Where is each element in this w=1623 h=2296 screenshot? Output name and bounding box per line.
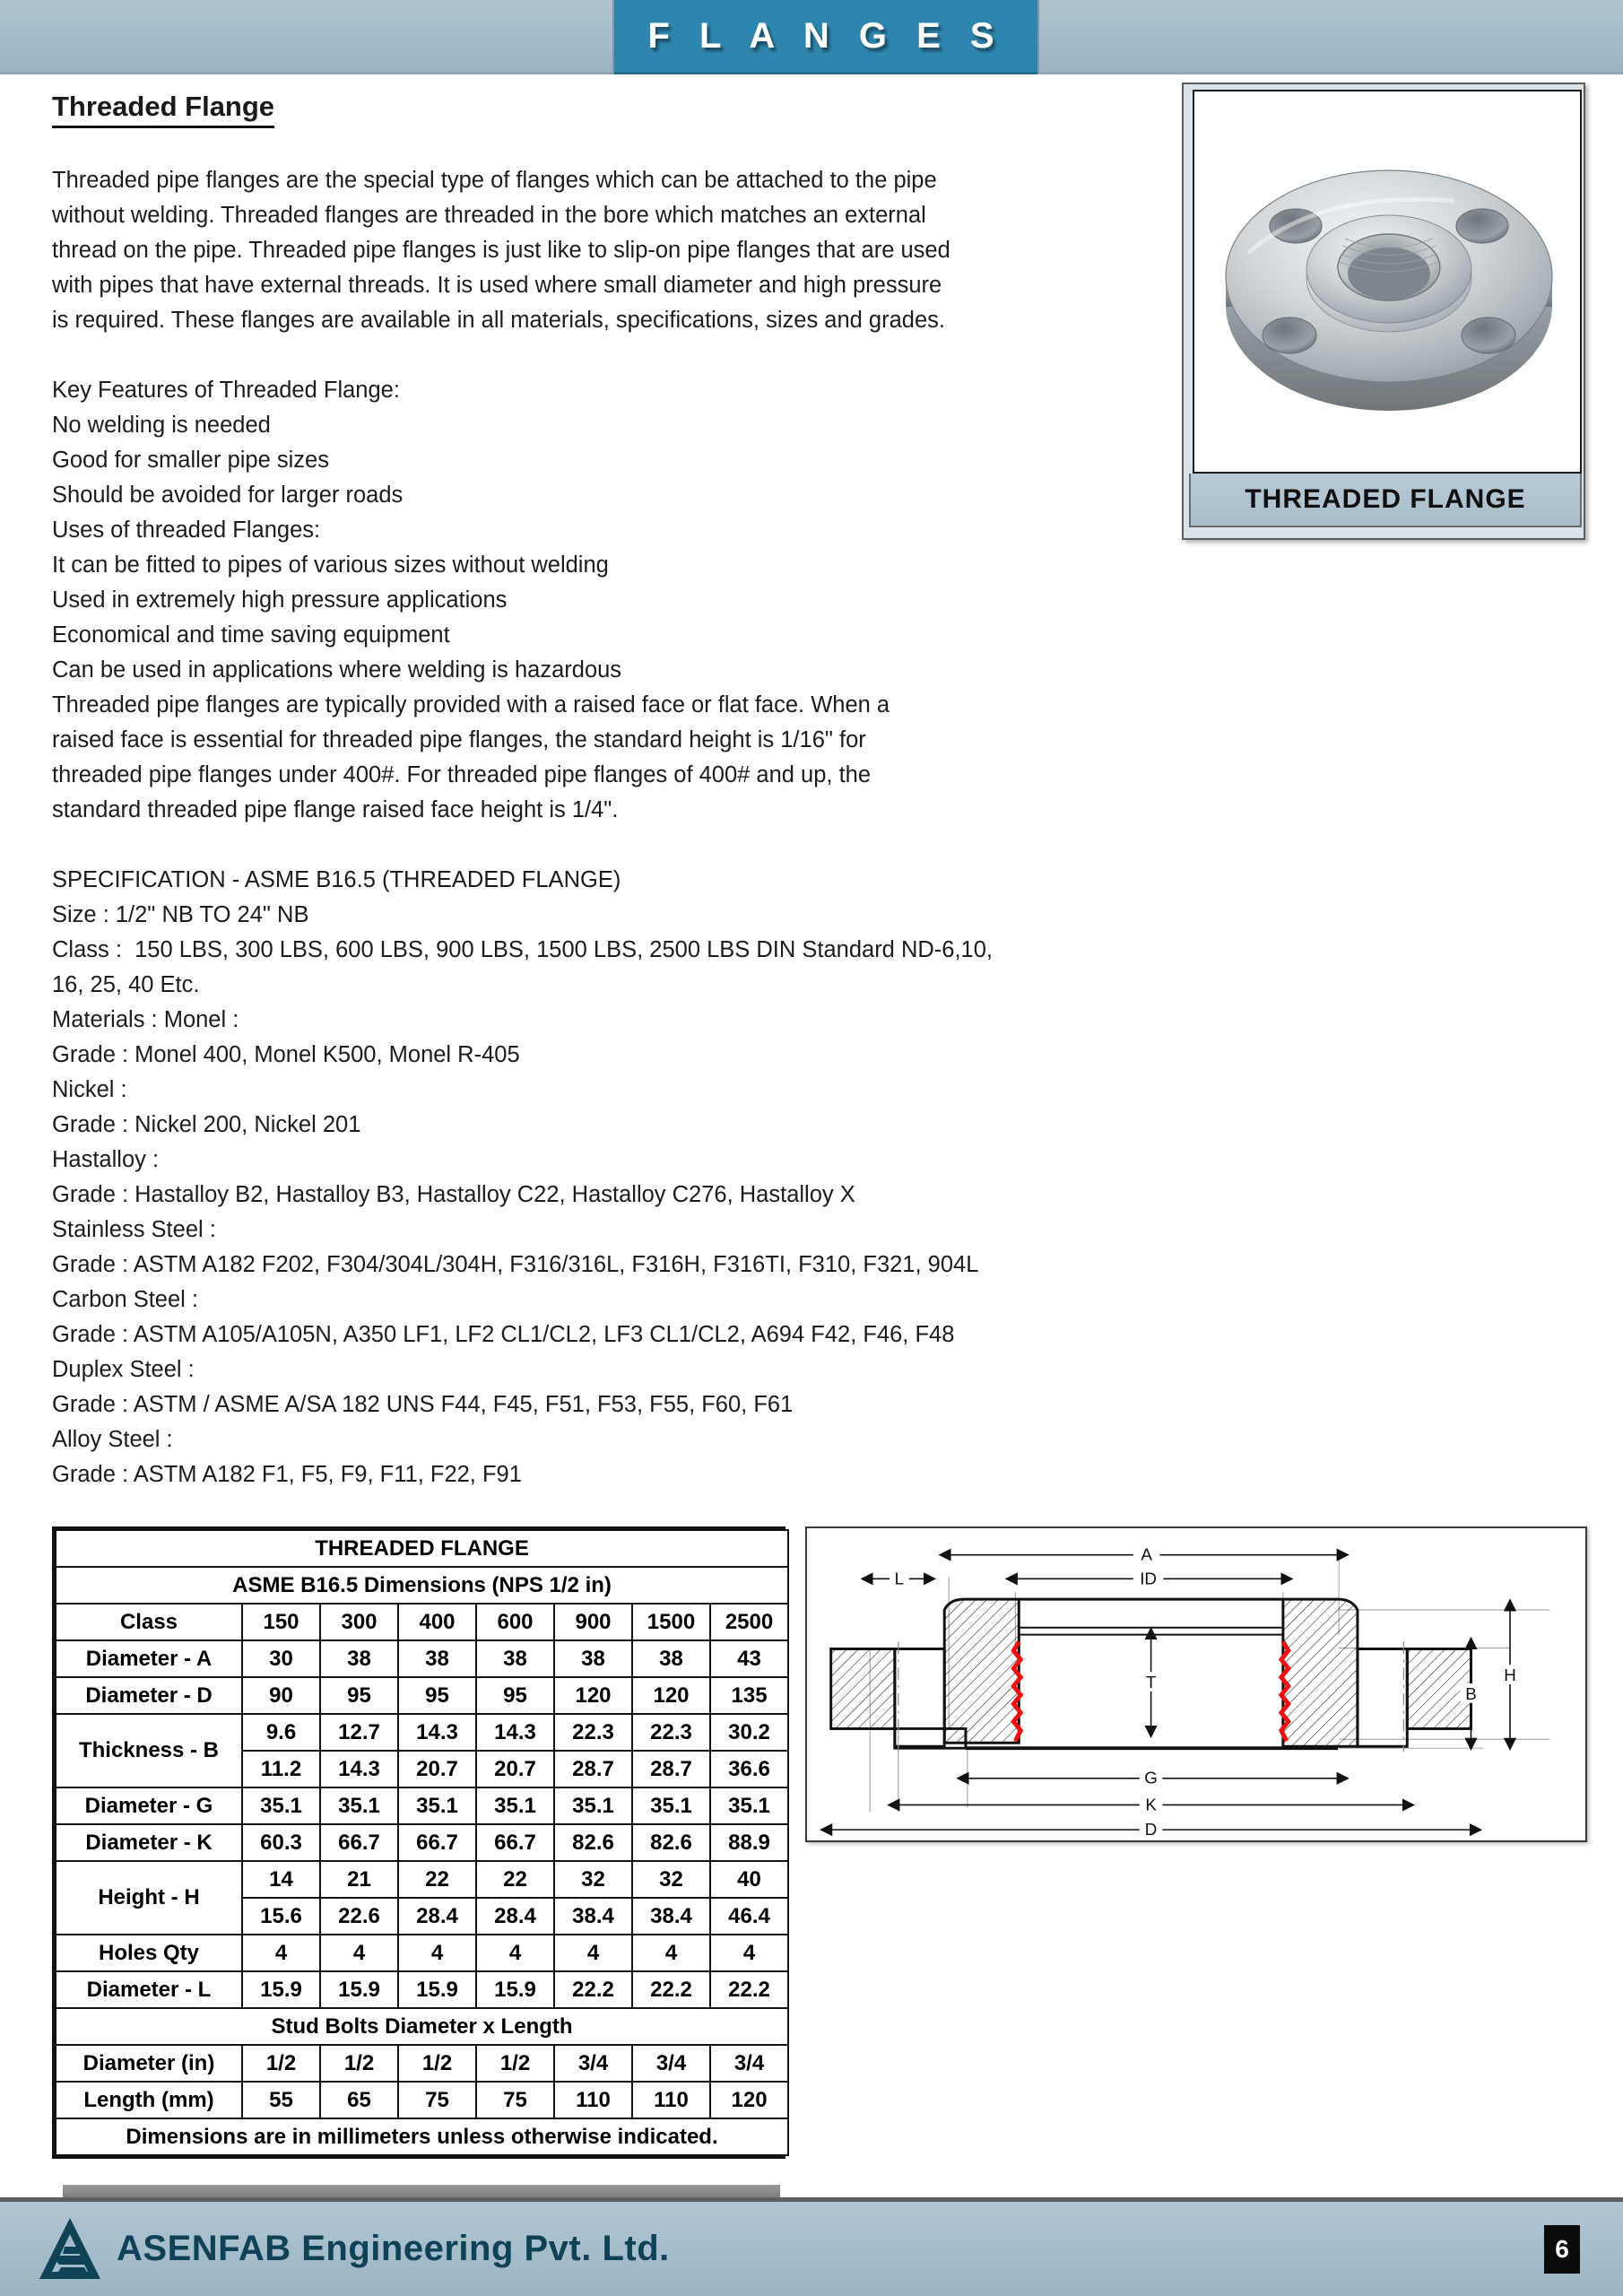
- row-label: Diameter - L: [56, 1971, 242, 2008]
- cell: 75: [476, 2082, 554, 2118]
- feature-line: Uses of threaded Flanges:: [52, 517, 321, 543]
- cell: 32: [554, 1861, 632, 1898]
- cell: 22: [476, 1861, 554, 1898]
- cell: 28.7: [554, 1751, 632, 1787]
- cell: 35.1: [554, 1787, 632, 1824]
- label-A: A: [1141, 1544, 1152, 1564]
- feature-line: Threaded pipe flanges are typically provided with a raised face or flat face. When a: [52, 692, 890, 718]
- label-K: K: [1145, 1795, 1157, 1814]
- cell: 14.3: [320, 1751, 398, 1787]
- spec-line: Alloy Steel :: [52, 1427, 173, 1452]
- table-row: [56, 2045, 788, 2082]
- cell: 75: [398, 2082, 476, 2118]
- intro-line: thread on the pipe. Threaded pipe flanges is just like to slip-on pipe flanges that are used: [52, 238, 950, 263]
- class-col-header: 600: [476, 1604, 554, 1640]
- label-L: L: [894, 1569, 905, 1588]
- spec-line: Grade : Hastalloy B2, Hastalloy B3, Hastalloy C22, Hastalloy C276, Hastalloy X: [52, 1182, 855, 1207]
- table-row: [56, 1640, 788, 1677]
- cell: 38: [398, 1640, 476, 1677]
- cell: 35.1: [242, 1787, 320, 1824]
- row-label: Diameter (in): [56, 2045, 242, 2082]
- feature-line: threaded pipe flanges under 400#. For threaded pipe flanges of 400# and up, the: [52, 762, 872, 787]
- paragraph-spacer: [52, 828, 1173, 863]
- table-row: [56, 2082, 788, 2118]
- cell: 1/2: [476, 2045, 554, 2082]
- table-subtitle-row: [56, 1567, 788, 1604]
- label-B: B: [1465, 1683, 1477, 1703]
- cell: 43: [710, 1640, 788, 1677]
- drawing-canvas: [807, 1528, 1585, 1840]
- features-paragraph: [52, 373, 1173, 828]
- cell: 22.2: [554, 1971, 632, 2008]
- cell: 1/2: [242, 2045, 320, 2082]
- table-header-row: [56, 1604, 788, 1640]
- class-header: Class: [56, 1604, 242, 1640]
- spec-line: Duplex Steel :: [52, 1357, 195, 1382]
- header-right-band: [1037, 0, 1623, 74]
- feature-line: Should be avoided for larger roads: [52, 483, 404, 508]
- spec-line: Stainless Steel :: [52, 1217, 216, 1242]
- table-row: [56, 1714, 788, 1751]
- threaded-flange-illustration: [1194, 91, 1582, 474]
- company-name: ASENFAB Engineering Pvt. Ltd.: [117, 2229, 670, 2268]
- spec-line: 16, 25, 40 Etc.: [52, 972, 200, 997]
- flange-product-photo: [1193, 90, 1582, 474]
- page-footer: [0, 2197, 1623, 2296]
- cell: 120: [632, 1677, 710, 1714]
- cell: 66.7: [398, 1824, 476, 1861]
- cell: 38.4: [554, 1898, 632, 1935]
- cell: 22.2: [632, 1971, 710, 2008]
- cell: 95: [398, 1677, 476, 1714]
- paragraph-spacer: [52, 338, 1173, 373]
- cell: 82.6: [632, 1824, 710, 1861]
- cell: 15.9: [476, 1971, 554, 2008]
- cell: 120: [710, 2082, 788, 2118]
- cell: 3/4: [710, 2045, 788, 2082]
- intro-line: Threaded pipe flanges are the special type of flanges which can be attached to the pipe: [52, 168, 937, 193]
- class-col-header: 300: [320, 1604, 398, 1640]
- cell: 3/4: [632, 2045, 710, 2082]
- cell: 120: [554, 1677, 632, 1714]
- cell: 88.9: [710, 1824, 788, 1861]
- intro-line: is required. These flanges are available in all materials, specifications, sizes and grades.: [52, 308, 945, 333]
- spec-line: Grade : ASTM A105/A105N, A350 LF1, LF2 CL1/CL2, LF3 CL1/CL2, A694 F42, F46, F48: [52, 1322, 955, 1347]
- cell: 110: [632, 2082, 710, 2118]
- cell: 21: [320, 1861, 398, 1898]
- spec-line: Size : 1/2" NB TO 24" NB: [52, 902, 309, 927]
- cell: 30: [242, 1640, 320, 1677]
- cell: 35.1: [710, 1787, 788, 1824]
- cell: 28.7: [632, 1751, 710, 1787]
- table-row: [56, 1861, 788, 1898]
- header-left-band: [0, 0, 614, 74]
- cell: 3/4: [554, 2045, 632, 2082]
- feature-line: Can be used in applications where welding is hazardous: [52, 657, 622, 683]
- cell: 22: [398, 1861, 476, 1898]
- asenfab-logo-icon: [38, 2216, 102, 2283]
- row-label: Diameter - A: [56, 1640, 242, 1677]
- row-label: Holes Qty: [56, 1935, 242, 1971]
- table-row: [56, 1935, 788, 1971]
- row-label: Diameter - D: [56, 1677, 242, 1714]
- page-number: 6: [1544, 2225, 1580, 2274]
- cell: 4: [632, 1935, 710, 1971]
- cell: 36.6: [710, 1751, 788, 1787]
- cell: 38: [554, 1640, 632, 1677]
- label-H: H: [1504, 1665, 1516, 1685]
- table-row: [56, 1971, 788, 2008]
- cell: 4: [242, 1935, 320, 1971]
- class-col-header: 900: [554, 1604, 632, 1640]
- row-label: Diameter - K: [56, 1824, 242, 1861]
- row-label: Height - H: [56, 1861, 242, 1935]
- product-image-card: [1182, 83, 1585, 540]
- spec-line: Grade : ASTM A182 F202, F304/304L/304H, F316/316L, F316H, F316TI, F310, F321, 904L: [52, 1252, 979, 1277]
- label-D: D: [1144, 1820, 1158, 1839]
- cell: 38: [476, 1640, 554, 1677]
- cell: 12.7: [320, 1714, 398, 1751]
- spec-line: Hastalloy :: [52, 1147, 160, 1172]
- cell: 22.3: [554, 1714, 632, 1751]
- feature-line: Key Features of Threaded Flange:: [52, 378, 400, 403]
- table-row: [56, 1824, 788, 1861]
- spec-line: Carbon Steel :: [52, 1287, 199, 1312]
- table-note-row: [56, 2118, 788, 2155]
- stud-bolts-header-row: [56, 2008, 788, 2045]
- class-col-header: 2500: [710, 1604, 788, 1640]
- label-G: G: [1144, 1768, 1158, 1787]
- cell: 28.4: [476, 1898, 554, 1935]
- intro-paragraph: [52, 163, 1173, 338]
- row-label: Diameter - G: [56, 1787, 242, 1824]
- table-row: [56, 1677, 788, 1714]
- page-title: Threaded Flange: [52, 90, 274, 128]
- class-col-header: 1500: [632, 1604, 710, 1640]
- product-caption: THREADED FLANGE: [1189, 474, 1582, 527]
- cell: 22.3: [632, 1714, 710, 1751]
- cell: 90: [242, 1677, 320, 1714]
- cell: 4: [710, 1935, 788, 1971]
- header-banner: [614, 0, 1037, 74]
- stud-bolts-header: Stud Bolts Diameter x Length: [56, 2008, 788, 2045]
- feature-line: No welding is needed: [52, 413, 271, 438]
- cell: 4: [554, 1935, 632, 1971]
- cell: 55: [242, 2082, 320, 2118]
- spec-line: SPECIFICATION - ASME B16.5 (THREADED FLANGE): [52, 867, 621, 892]
- cell: 135: [710, 1677, 788, 1714]
- cell: 28.4: [398, 1898, 476, 1935]
- cell: 35.1: [632, 1787, 710, 1824]
- cell: 38: [320, 1640, 398, 1677]
- cell: 82.6: [554, 1824, 632, 1861]
- cell: 35.1: [476, 1787, 554, 1824]
- cell: 22.2: [710, 1971, 788, 2008]
- cell: 38: [632, 1640, 710, 1677]
- cell: 4: [476, 1935, 554, 1971]
- cell: 66.7: [320, 1824, 398, 1861]
- spec-line: Nickel :: [52, 1077, 127, 1102]
- class-col-header: 150: [242, 1604, 320, 1640]
- spec-line: Grade : Nickel 200, Nickel 201: [52, 1112, 361, 1137]
- label-T: T: [1145, 1672, 1157, 1692]
- row-label: Length (mm): [56, 2082, 242, 2118]
- feature-line: standard threaded pipe flange raised face height is 1/4".: [52, 797, 619, 822]
- cell: 15.9: [320, 1971, 398, 2008]
- specification-paragraph: [52, 863, 1173, 1492]
- footer-accent-strip: [63, 2185, 780, 2197]
- cell: 66.7: [476, 1824, 554, 1861]
- cell: 15.9: [398, 1971, 476, 2008]
- cell: 30.2: [710, 1714, 788, 1751]
- cell: 9.6: [242, 1714, 320, 1751]
- cell: 14: [242, 1861, 320, 1898]
- cell: 14.3: [398, 1714, 476, 1751]
- feature-line: Used in extremely high pressure applications: [52, 587, 508, 613]
- class-col-header: 400: [398, 1604, 476, 1640]
- table-note: Dimensions are in millimeters unless otherwise indicated.: [56, 2118, 788, 2155]
- body-text-column: [52, 163, 1173, 1492]
- cell: 35.1: [320, 1787, 398, 1824]
- label-ID: ID: [1140, 1569, 1158, 1588]
- row-label: Thickness - B: [56, 1714, 242, 1787]
- cell: 65: [320, 2082, 398, 2118]
- cell: 1/2: [398, 2045, 476, 2082]
- cell: 60.3: [242, 1824, 320, 1861]
- feature-line: raised face is essential for threaded pipe flanges, the standard height is 1/16" for: [52, 727, 866, 752]
- table-title: THREADED FLANGE: [56, 1530, 788, 1567]
- intro-line: without welding. Threaded flanges are threaded in the bore which matches an external: [52, 203, 926, 228]
- table-subtitle: ASME B16.5 Dimensions (NPS 1/2 in): [56, 1567, 788, 1604]
- cell: 110: [554, 2082, 632, 2118]
- cell: 14.3: [476, 1714, 554, 1751]
- spec-line: Class : 150 LBS, 300 LBS, 600 LBS, 900 LBS, 1500 LBS, 2500 LBS DIN Standard ND-6,10,: [52, 937, 993, 962]
- cell: 22.6: [320, 1898, 398, 1935]
- cell: 1/2: [320, 2045, 398, 2082]
- table-title-row: [56, 1530, 788, 1567]
- cell: 20.7: [476, 1751, 554, 1787]
- table-row: [56, 1787, 788, 1824]
- feature-line: Economical and time saving equipment: [52, 622, 450, 648]
- spec-line: Grade : Monel 400, Monel K500, Monel R-405: [52, 1042, 520, 1067]
- cell: 35.1: [398, 1787, 476, 1824]
- spec-line: Grade : ASTM / ASME A/SA 182 UNS F44, F45, F51, F53, F55, F60, F61: [52, 1392, 794, 1417]
- page-header: [0, 0, 1623, 74]
- cell: 15.6: [242, 1898, 320, 1935]
- cell: 95: [476, 1677, 554, 1714]
- spec-line: Grade : ASTM A182 F1, F5, F9, F11, F22, F91: [52, 1462, 522, 1487]
- cell: 4: [398, 1935, 476, 1971]
- dimension-table: [52, 1526, 785, 2159]
- cell: 40: [710, 1861, 788, 1898]
- banner-title: F L A N G E S: [647, 15, 1004, 56]
- cell: 15.9: [242, 1971, 320, 2008]
- feature-line: It can be fitted to pipes of various sizes without welding: [52, 552, 609, 578]
- cell: 4: [320, 1935, 398, 1971]
- intro-line: with pipes that have external threads. It is used where small diameter and high pressure: [52, 273, 942, 298]
- cell: 38.4: [632, 1898, 710, 1935]
- cell: 46.4: [710, 1898, 788, 1935]
- flange-cross-section-drawing: [805, 1526, 1587, 1842]
- cell: 20.7: [398, 1751, 476, 1787]
- cell: 11.2: [242, 1751, 320, 1787]
- cell: 32: [632, 1861, 710, 1898]
- spec-line: Materials : Monel :: [52, 1007, 239, 1032]
- feature-line: Good for smaller pipe sizes: [52, 448, 329, 473]
- cell: 95: [320, 1677, 398, 1714]
